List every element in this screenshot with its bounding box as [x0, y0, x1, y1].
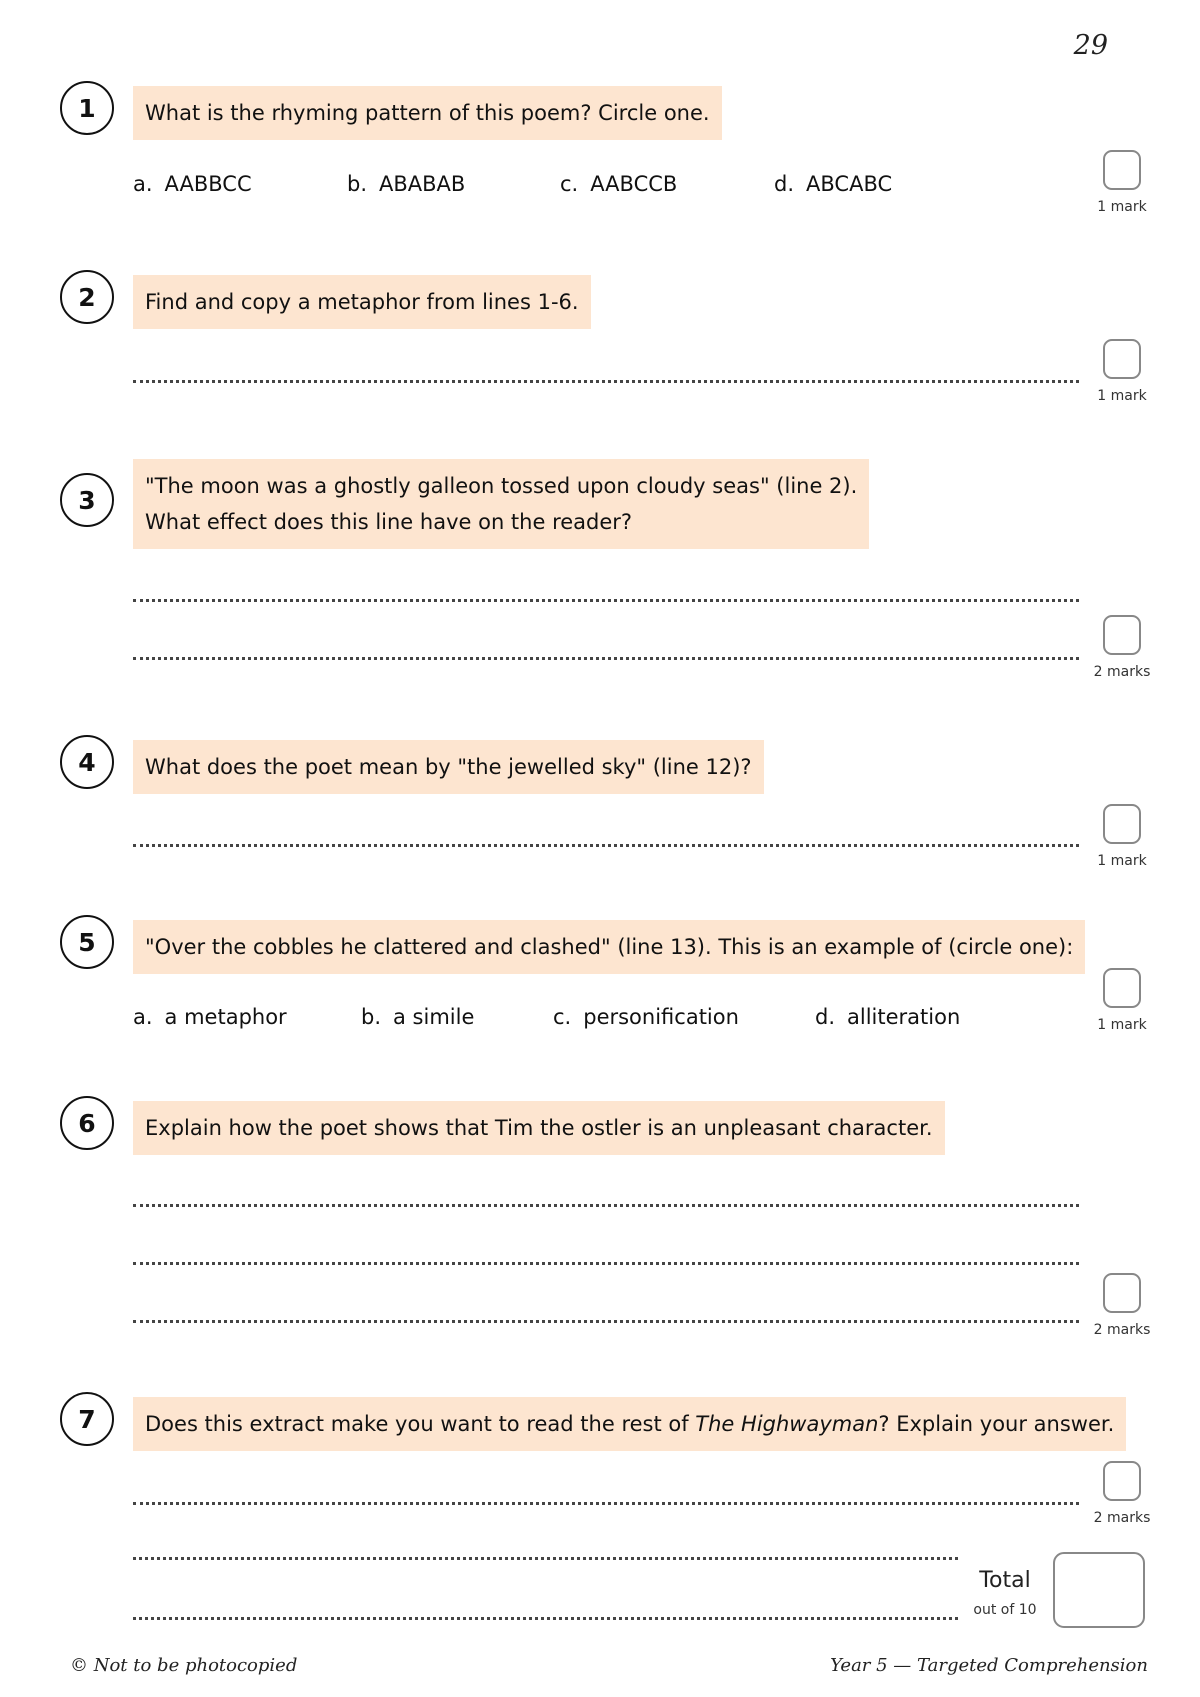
- question-3-marks: 2 marks: [1093, 664, 1151, 680]
- question-2-mark-box[interactable]: [1103, 339, 1141, 379]
- question-3-mark-box[interactable]: [1103, 615, 1141, 655]
- question-6-prompt: Explain how the poet shows that Tim the ostler is an unpleasant character.: [133, 1101, 945, 1155]
- answer-line[interactable]: [133, 1617, 958, 1620]
- poem-title: The Highwayman: [695, 1412, 879, 1436]
- answer-line[interactable]: [133, 599, 1079, 602]
- option-d[interactable]: d. alliteration: [815, 1005, 961, 1029]
- question-7-number: 7: [60, 1392, 114, 1446]
- question-5-number: 5: [60, 915, 114, 969]
- question-1-prompt: What is the rhyming pattern of this poem? Circle one.: [133, 86, 722, 140]
- question-6-number: 6: [60, 1096, 114, 1150]
- answer-line[interactable]: [133, 844, 1079, 847]
- question-2-marks: 1 mark: [1097, 388, 1147, 404]
- question-3-number: 3: [60, 473, 114, 527]
- option-c[interactable]: c. AABCCB: [560, 172, 678, 196]
- question-4-prompt: What does the poet mean by "the jewelled sky" (line 12)?: [133, 740, 764, 794]
- option-d[interactable]: d. ABCABC: [774, 172, 893, 196]
- footer-book-title: Year 5 — Targeted Comprehension: [830, 1655, 1148, 1676]
- footer-copyright: © Not to be photocopied: [70, 1655, 298, 1676]
- question-5-marks: 1 mark: [1097, 1017, 1147, 1033]
- question-3-line-2: What effect does this line have on the reader?: [145, 510, 633, 534]
- question-6-mark-box[interactable]: [1103, 1273, 1141, 1313]
- question-4-number: 4: [60, 735, 114, 789]
- question-1-mark-box[interactable]: [1103, 150, 1141, 190]
- answer-line[interactable]: [133, 380, 1079, 383]
- question-7-prompt: Does this extract make you want to read the rest of The Highwayman? Explain your answer.: [133, 1397, 1126, 1451]
- question-1-number: 1: [60, 81, 114, 135]
- option-a[interactable]: a. a metaphor: [133, 1005, 287, 1029]
- total-out-of: out of 10: [973, 1602, 1037, 1618]
- question-4-mark-box[interactable]: [1103, 804, 1141, 844]
- total-label: Total: [979, 1568, 1031, 1593]
- question-3-line-1: "The moon was a ghostly galleon tossed upon cloudy seas" (line 2).: [145, 474, 858, 498]
- option-a[interactable]: a. AABBCC: [133, 172, 252, 196]
- question-5-prompt: "Over the cobbles he clattered and clashed" (line 13). This is an example of (circle one):: [133, 920, 1085, 974]
- answer-line[interactable]: [133, 1204, 1079, 1207]
- question-7-marks: 2 marks: [1093, 1510, 1151, 1526]
- total-score-box[interactable]: [1053, 1552, 1145, 1628]
- option-b[interactable]: b. a simile: [361, 1005, 475, 1029]
- answer-line[interactable]: [133, 1502, 1079, 1505]
- question-3-prompt: [133, 459, 869, 549]
- question-5-mark-box[interactable]: [1103, 968, 1141, 1008]
- answer-line[interactable]: [133, 1262, 1079, 1265]
- answer-line[interactable]: [133, 657, 1079, 660]
- option-b[interactable]: b. ABABAB: [347, 172, 466, 196]
- question-2-number: 2: [60, 270, 114, 324]
- page-number: 29: [1073, 30, 1108, 61]
- question-6-marks: 2 marks: [1093, 1322, 1151, 1338]
- question-7-mark-box[interactable]: [1103, 1461, 1141, 1501]
- answer-line[interactable]: [133, 1557, 958, 1560]
- question-1-marks: 1 mark: [1097, 199, 1147, 215]
- question-4-marks: 1 mark: [1097, 853, 1147, 869]
- answer-line[interactable]: [133, 1320, 1079, 1323]
- option-c[interactable]: c. personification: [553, 1005, 739, 1029]
- question-2-prompt: Find and copy a metaphor from lines 1-6.: [133, 275, 591, 329]
